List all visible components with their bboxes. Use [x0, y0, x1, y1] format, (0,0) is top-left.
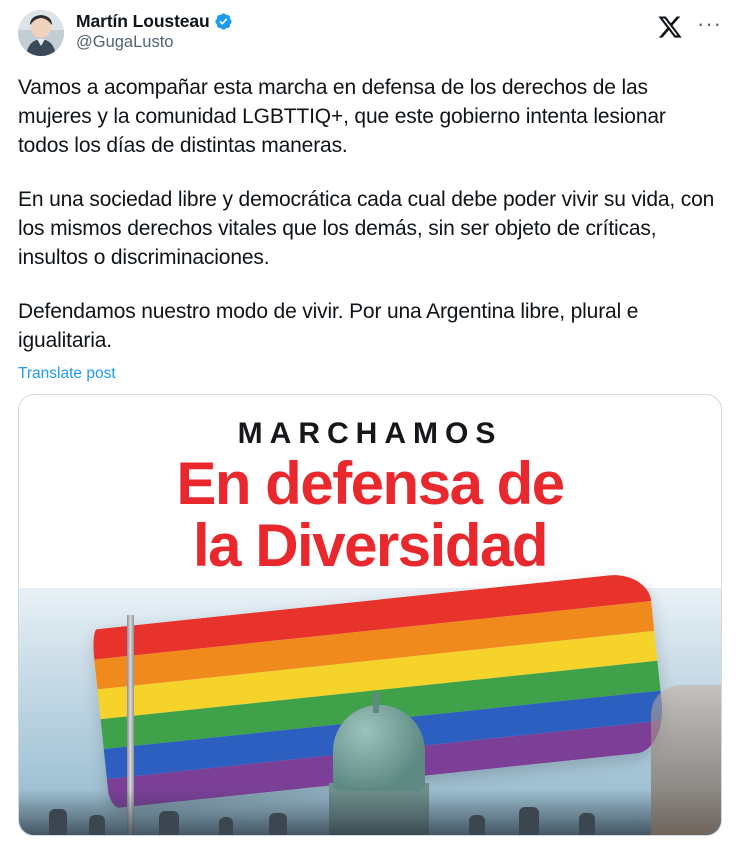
- crowd-graphic: [19, 789, 721, 835]
- translate-post-link[interactable]: Translate post: [18, 364, 116, 382]
- tweet-header: [18, 10, 722, 62]
- author-block[interactable]: [76, 10, 233, 52]
- poster-title-text: [19, 449, 721, 579]
- tweet-paragraph-1: Vamos a acompañar esta marcha en defensa de los derechos de las mujeres y la comunidad LGBTTIQ+, que este gobierno intenta lesionar todos los días de distintas maneras.: [18, 76, 666, 157]
- poster-kicker-text: MARCHAMOS: [237, 416, 503, 450]
- header-actions: [657, 10, 722, 40]
- author-handle: @GugaLusto: [76, 33, 174, 52]
- poster-image: [19, 395, 721, 835]
- tweet-media[interactable]: [18, 394, 722, 836]
- poster-title-line-1: En defensa de: [176, 449, 564, 517]
- author-name-row: [76, 11, 233, 31]
- x-logo-icon[interactable]: [657, 14, 683, 40]
- tweet-paragraph-3: Defendamos nuestro modo de vivir. Por una Argentina libre, plural e igualitaria.: [18, 299, 639, 352]
- tweet-paragraph-2: En una sociedad libre y democrática cada cual debe poder vivir su vida, con los mismos derechos vitales que los demás, sin ser objeto de críticas, insultos o discriminaciones.: [18, 187, 715, 269]
- more-options-icon[interactable]: ···: [697, 11, 722, 36]
- author-display-name: Martín Lousteau: [76, 11, 210, 31]
- verified-badge-icon: [214, 12, 233, 31]
- avatar[interactable]: [18, 10, 64, 56]
- poster-title-line-2: la Diversidad: [192, 511, 547, 579]
- tweet-body: [18, 74, 722, 356]
- foreground-figure-graphic: [651, 685, 721, 835]
